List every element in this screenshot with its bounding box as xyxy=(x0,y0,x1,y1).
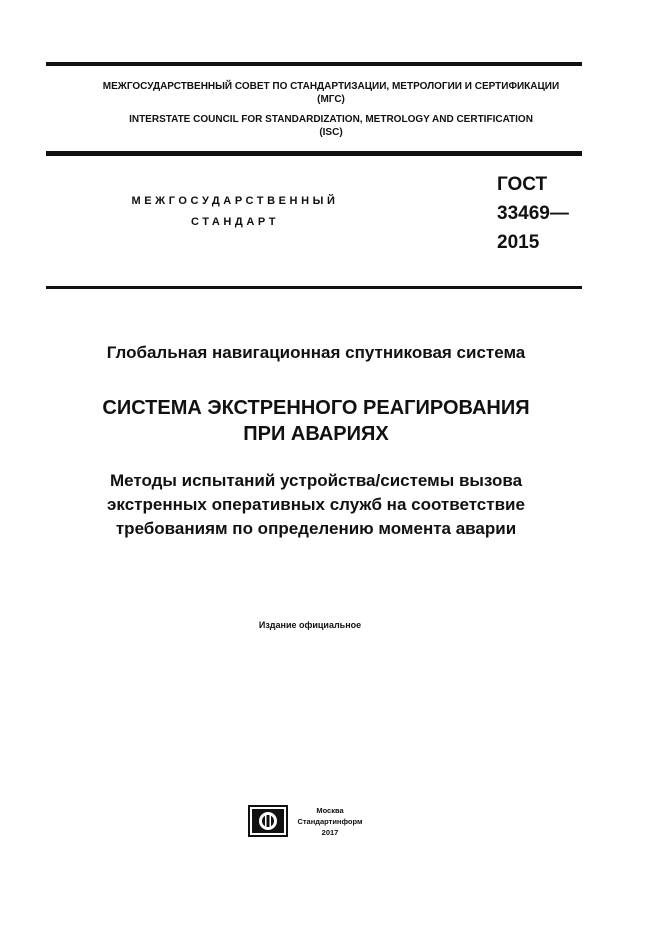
council-en-line-1: INTERSTATE COUNCIL FOR STANDARDIZATION, METROLOGY AND CERTIFICATION xyxy=(129,114,533,125)
gost-year: 2015 xyxy=(497,232,540,253)
middle-rule xyxy=(46,151,582,156)
subtitle-line-2: экстренных оперативных служб на соответствие xyxy=(107,495,525,514)
publisher-city: Москва xyxy=(316,806,344,815)
edition-note: Издание официальное xyxy=(258,620,362,630)
subtitle-line-1: Методы испытаний устройства/системы вызова xyxy=(109,471,523,490)
bottom-rule xyxy=(46,286,582,289)
general-title: Глобальная навигационная спутниковая система xyxy=(106,343,526,362)
standard-type-line-2: СТАНДАРТ xyxy=(190,216,280,228)
publisher-name: Стандартинформ xyxy=(297,817,363,826)
council-en-line-2: (ISC) xyxy=(319,127,343,138)
council-name-en xyxy=(46,113,616,139)
gost-prefix: ГОСТ xyxy=(497,174,548,195)
standard-type-line-1: МЕЖГОСУДАРСТВЕННЫЙ xyxy=(131,195,339,207)
gost-number: 33469— xyxy=(497,203,569,224)
top-rule xyxy=(46,62,582,66)
council-ru-line-1: МЕЖГОСУДАРСТВЕННЫЙ СОВЕТ ПО СТАНДАРТИЗАЦИИ, МЕТРОЛОГИИ И СЕРТИФИКАЦИИ xyxy=(102,81,560,92)
publisher-info xyxy=(290,805,370,838)
main-title xyxy=(36,395,596,447)
main-title-line-1: СИСТЕМА ЭКСТРЕННОГО РЕАГИРОВАНИЯ xyxy=(102,397,530,419)
standartinform-logo-svg xyxy=(248,805,288,837)
council-ru-line-2: (МГС) xyxy=(317,94,345,105)
gost-designation xyxy=(497,170,569,257)
main-title-line-2: ПРИ АВАРИЯХ xyxy=(243,423,389,445)
standard-type xyxy=(100,191,370,233)
subtitle xyxy=(36,469,596,541)
standartinform-logo-icon xyxy=(248,805,288,837)
council-name-ru xyxy=(46,80,616,106)
subtitle-line-3: требованиям по определению момента аварии xyxy=(115,519,517,538)
publisher-year: 2017 xyxy=(321,828,339,837)
